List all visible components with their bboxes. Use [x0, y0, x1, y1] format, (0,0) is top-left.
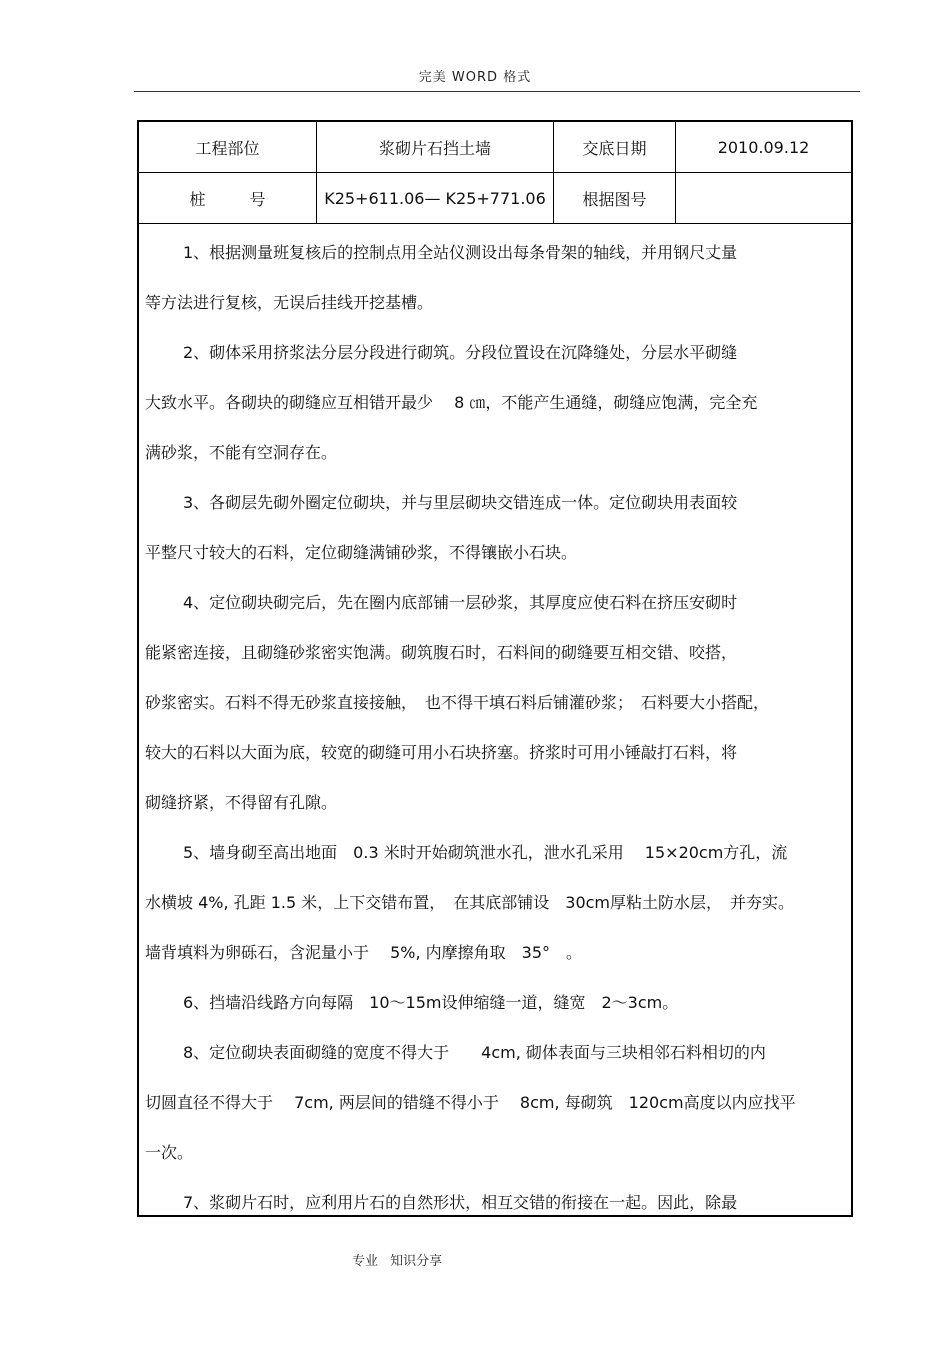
paragraph-line: 6、挡墙沿线路方向每隔 10～15m设伸缩缝一道，缝宽 2～3cm。 — [183, 993, 679, 1012]
paragraph-line: 满砂浆，不能有空洞存在。 — [145, 443, 338, 462]
page-footer: 专业 知识分享 — [352, 1254, 443, 1269]
paragraph-line: 水横坡 4%, 孔距 1.5 米，上下交错布置， 在其底部铺设 30cm厚粘土防水层， 并夯实。 — [145, 893, 795, 912]
paragraph-line: 2、砌体采用挤浆法分层分段进行砌筑。分段位置设在沉降缝处，分层水平砌缝 — [183, 343, 738, 362]
drawing-number-label: 根据图号 — [554, 173, 676, 223]
disclosure-content — [145, 228, 845, 1228]
paragraph-line: 1、根据测量班复核后的控制点用全站仪测设出每条骨架的轴线，并用钢尺丈量 — [183, 243, 738, 262]
paragraph-line: 砌缝挤紧，不得留有孔隙。 — [145, 793, 338, 812]
paragraph-line: 能紧密连接，且砌缝砂浆密实饱满。砌筑腹石时，石料间的砌缝要互相交错、咬搭， — [145, 643, 738, 662]
disclosure-date-label: 交底日期 — [554, 122, 676, 172]
disclosure-table — [137, 120, 853, 1217]
header-rule — [134, 91, 860, 92]
paragraph-line: 大致水平。各砌块的砌缝应互相错开最少 8 ㎝，不能产生通缝，砌缝应饱满，完全充 — [145, 393, 758, 412]
paragraph-line: 平整尺寸较大的石料，定位砌缝满铺砂浆，不得镶嵌小石块。 — [145, 543, 578, 562]
project-part-value: 浆砌片石挡土墙 — [317, 122, 554, 172]
station-label-cell — [139, 173, 317, 223]
page-header: 完美 WORD 格式 — [418, 70, 532, 85]
paragraph-line: 较大的石料以大面为底，较宽的砌缝可用小石块挤塞。挤浆时可用小锤敲打石料，将 — [145, 743, 738, 762]
station-label: 桩号 — [189, 189, 310, 209]
paragraph-line: 4、定位砌块砌完后，先在圈内底部铺一层砂浆，其厚度应使石料在挤压安砌时 — [183, 593, 738, 612]
paragraph-line: 5、墙身砌至高出地面 0.3 米时开始砌筑泄水孔，泄水孔采用 15×20cm方孔，流 — [183, 843, 788, 862]
paragraph-line: 7、浆砌片石时，应利用片石的自然形状，相互交错的衔接在一起。因此，除最 — [183, 1193, 738, 1212]
paragraph-line: 一次。 — [145, 1143, 194, 1162]
paragraph-line: 切圆直径不得大于 7cm, 两层间的错缝不得小于 8cm, 每砌筑 120cm高度以内应找平 — [145, 1093, 796, 1112]
station-value: K25+611.06— K25+771.06 — [317, 173, 554, 223]
paragraph-line: 等方法进行复核，无误后挂线开挖基槽。 — [145, 293, 434, 312]
table-row — [139, 122, 851, 173]
drawing-number-value — [676, 173, 851, 223]
paragraph-line: 墙背填料为卵砾石，含泥量小于 5%, 内摩擦角取 35° 。 — [145, 943, 583, 962]
table-row — [139, 173, 851, 224]
disclosure-date-value: 2010.09.12 — [717, 137, 810, 157]
paragraph-line: 3、各砌层先砌外圈定位砌块，并与里层砌块交错连成一体。定位砌块用表面较 — [183, 493, 738, 512]
paragraph-line: 8、定位砌块表面砌缝的宽度不得大于 4cm, 砌体表面与三块相邻石料相切的内 — [183, 1043, 766, 1062]
paragraph-line: 砂浆密实。石料不得无砂浆直接接触， 也不得干填石料后铺灌砂浆； 石料要大小搭配， — [145, 693, 770, 712]
project-part-label: 工程部位 — [139, 122, 317, 172]
